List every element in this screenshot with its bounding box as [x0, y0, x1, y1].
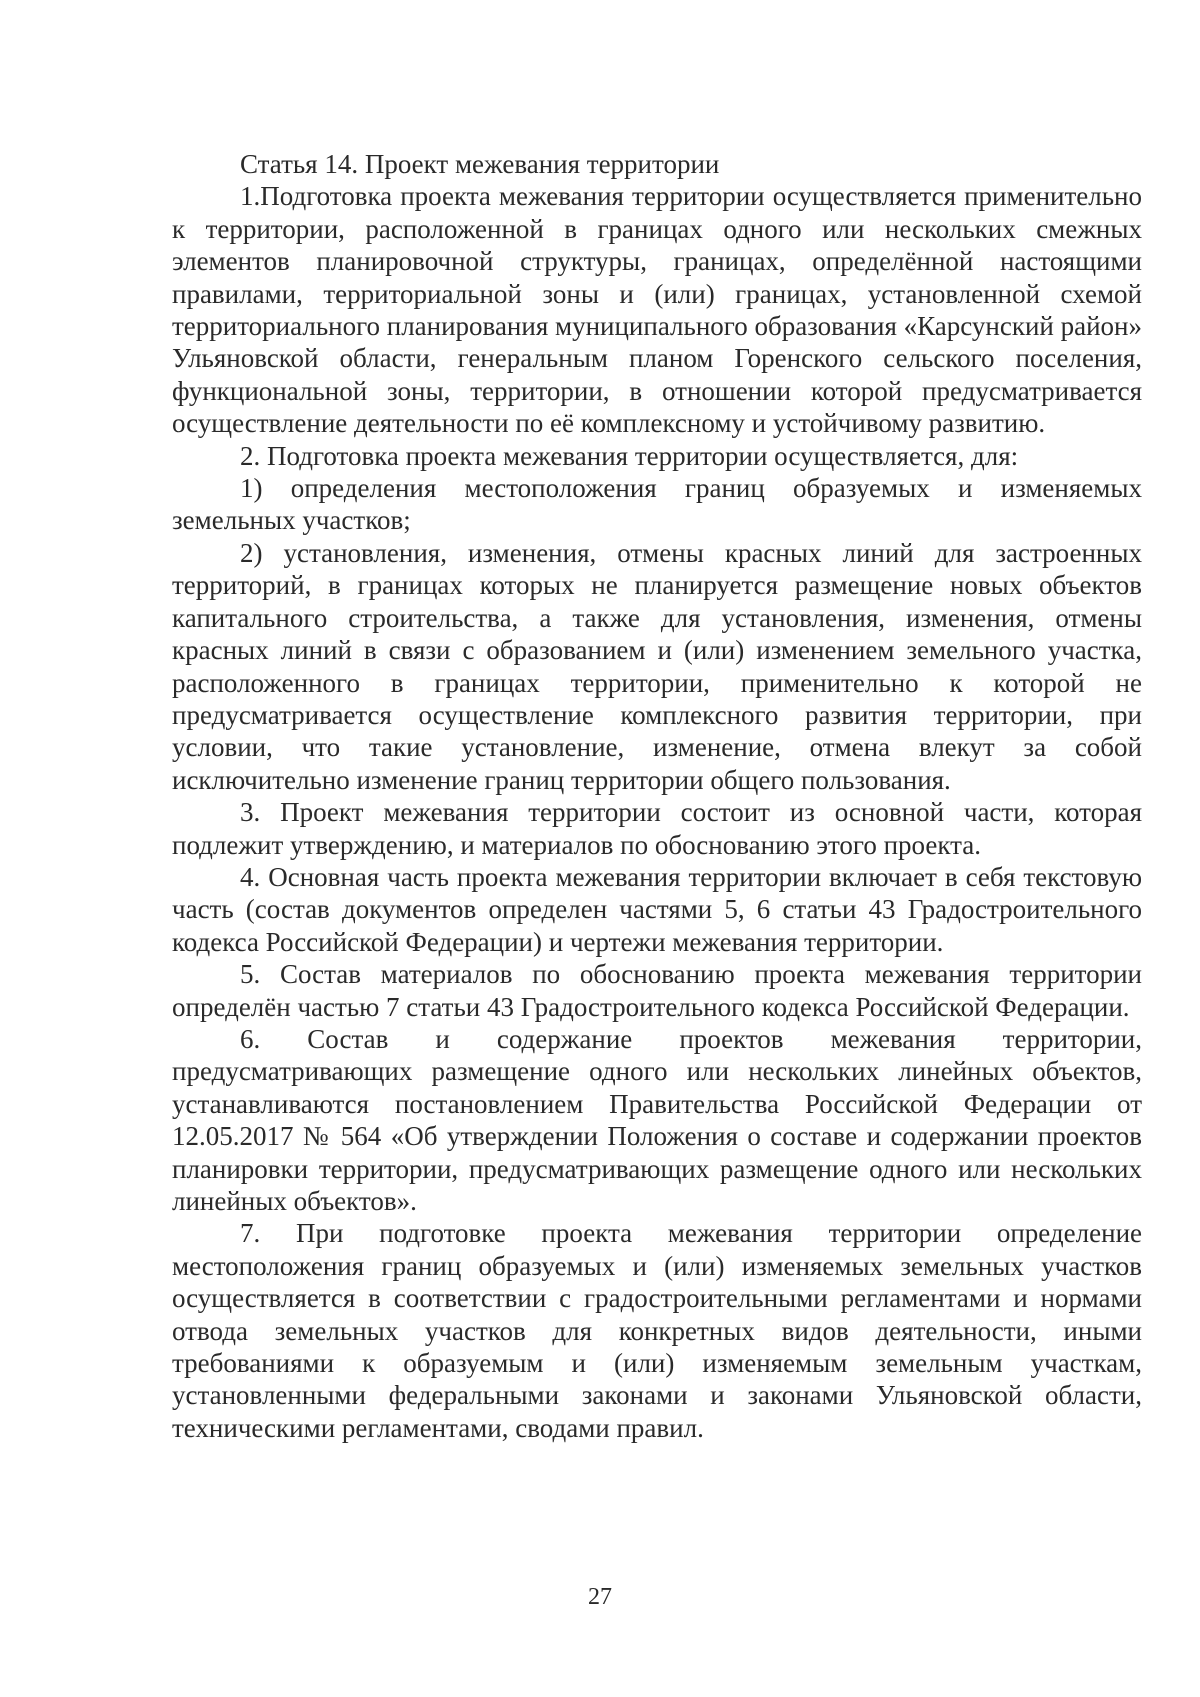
paragraph-7: 7. При подготовке проекта межевания территории определение местоположения границ образуемых и (или) изменяемых земельных участков осуществляется в соответствии с градостроительными регламентами и нормами отвода земельных участков для конкретных видов деятельности, иными требованиями к образуемым и (или) изменяемым земельным участкам, установленными федеральными законами и законами Ульяновской области, техническими регламентами, сводами правил.	[172, 1218, 1142, 1443]
paragraph-3: 3. Проект межевания территории состоит из основной части, которая подлежит утверждению, и материалов по обоснованию этого проекта.	[172, 797, 1142, 860]
paragraph-2-item-2: 2) установления, изменения, отмены красных линий для застроенных территорий, в границах которых не планируется размещение новых объектов капитального строительства, а также для установления, изменения, отмены красных линий в связи с образованием и (или) изменением земельного участка, расположенного в границах территории, применительно к которой не предусматривается осуществление комплексного развития территории, при условии, что такие установление, изменение, отмена влекут за собой исключительно изменение границ территории общего пользования.	[172, 537, 1142, 795]
page-number: 27	[588, 1584, 612, 1610]
paragraph-4: 4. Основная часть проекта межевания территории включает в себя текстовую часть (состав документов определен частями 5, 6 статьи 43 Градостроительного кодекса Российской Федерации) и чертежи межевания территории.	[172, 861, 1142, 957]
paragraph-5: 5. Состав материалов по обоснованию проекта межевания территории определён частью 7 статьи 43 Градостроительного кодекса Российской Федерации.	[172, 959, 1142, 1022]
article-heading: Статья 14. Проект межевания территории	[240, 149, 720, 179]
article-body	[172, 148, 1142, 1444]
paragraph-2: 2. Подготовка проекта межевания территории осуществляется, для:	[240, 440, 1019, 471]
paragraph-1: 1.Подготовка проекта межевания территории осуществляется применительно к территории, расположенной в границах одного или нескольких смежных элементов планировочной структуры, границах, определённой настоящими правилами, территориальной зоны и (или) границах, установленной схемой территориального планирования муниципального образования «Карсунский район» Ульяновской области, генеральным планом Горенского сельского поселения, функциональной зоны, территории, в отношении которой предусматривается осуществление деятельности по её комплексному и устойчивому развитию.	[172, 181, 1142, 439]
paragraph-2-item-1: 1) определения местоположения границ образуемых и изменяемых земельных участков;	[172, 473, 1142, 536]
paragraph-6: 6. Состав и содержание проектов межевания территории, предусматривающих размещение одного или нескольких линейных объектов, устанавливаются постановлением Правительства Российской Федерации от 12.05.2017 № 564 «Об утверждении Положения о составе и содержании проектов планировки территории, предусматривающих размещение одного или нескольких линейных объектов».	[172, 1023, 1142, 1216]
